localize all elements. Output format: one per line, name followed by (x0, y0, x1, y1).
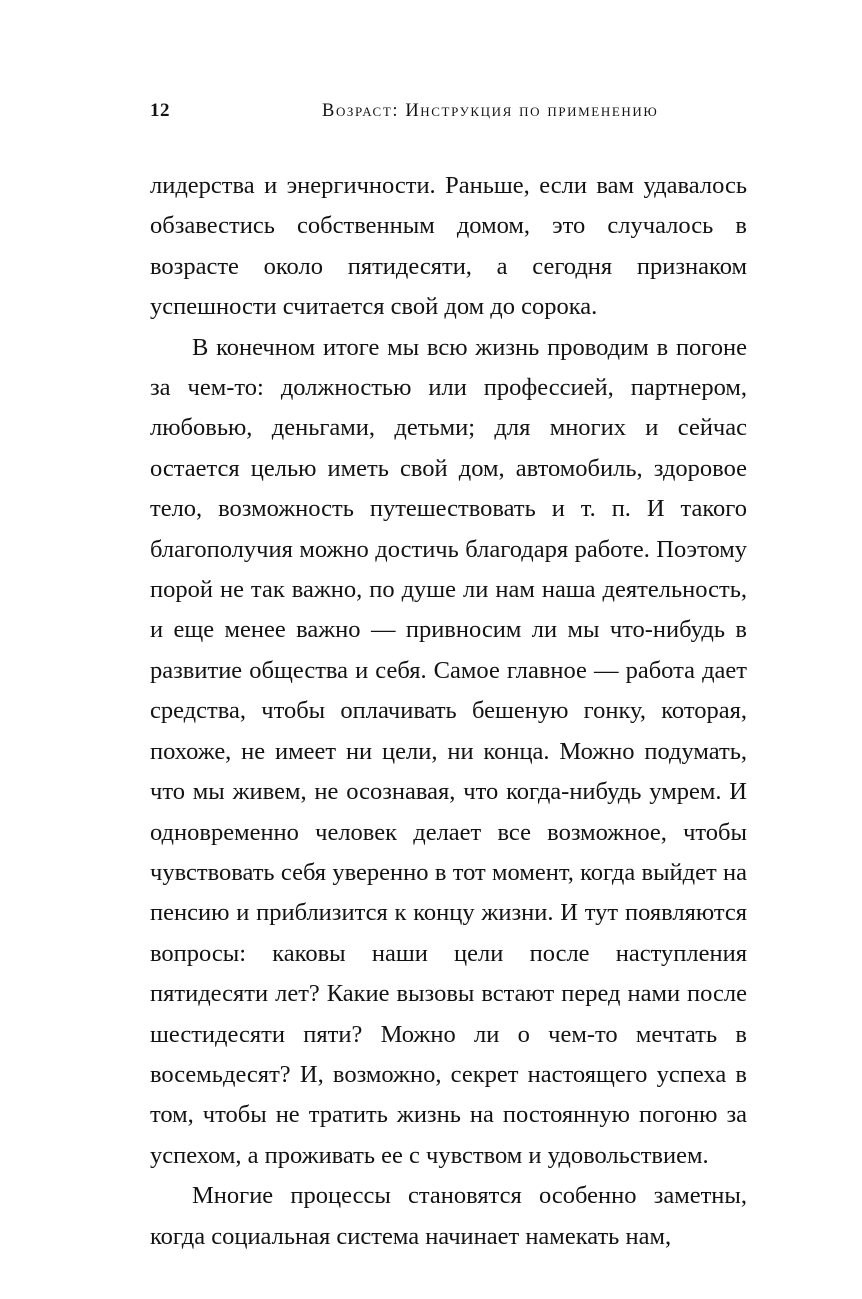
body-text (150, 166, 747, 1257)
paragraph: лидерства и энергичности. Раньше, если вам удавалось обзавестись собственным домом, это случалось в возрасте около пятидесяти, а сегодня признаком успешности считается свой дом до сорока. (150, 172, 747, 321)
running-title: Возраст: Инструкция по применению (322, 101, 659, 121)
running-head (150, 100, 747, 122)
page-content (150, 100, 747, 1257)
paragraph: Многие процессы становятся особенно заметны, когда социальная система начинает намекать нам, (150, 1182, 747, 1250)
paragraph: В конечном итоге мы всю жизнь проводим в погоне за чем-то: должностью или профессией, партнером, любовью, деньгами, детьми; для многих и сейчас остается целью иметь свой дом, автомобиль, здоровое тело, возможность путешествовать и т. п. И такого благополучия можно достичь благодаря работе. Поэтому порой не так важно, по душе ли нам наша деятельность, и еще менее важно — привносим ли мы что-нибудь в развитие общества и себя. Самое главное — работа дает средства, чтобы оплачивать бешеную гонку, которая, похоже, не имеет ни цели, ни конца. Можно подумать, что мы живем, не осознавая, что когда-нибудь умрем. И одновременно человек делает все возможное, чтобы чувствовать себя уверенно в тот момент, когда выйдет на пенсию и приблизится к концу жизни. И тут появляются вопросы: каковы наши цели после наступления пятидесяти лет? Какие вызовы встают перед нами после шестидесяти пяти? Можно ли о чем-то мечтать в восемьдесят? И, возможно, секрет настоящего успеха в том, чтобы не тратить жизнь на постоянную погоню за успехом, а проживать ее с чувством и удовольствием. (150, 333, 747, 1169)
page-number: 12 (150, 100, 170, 121)
